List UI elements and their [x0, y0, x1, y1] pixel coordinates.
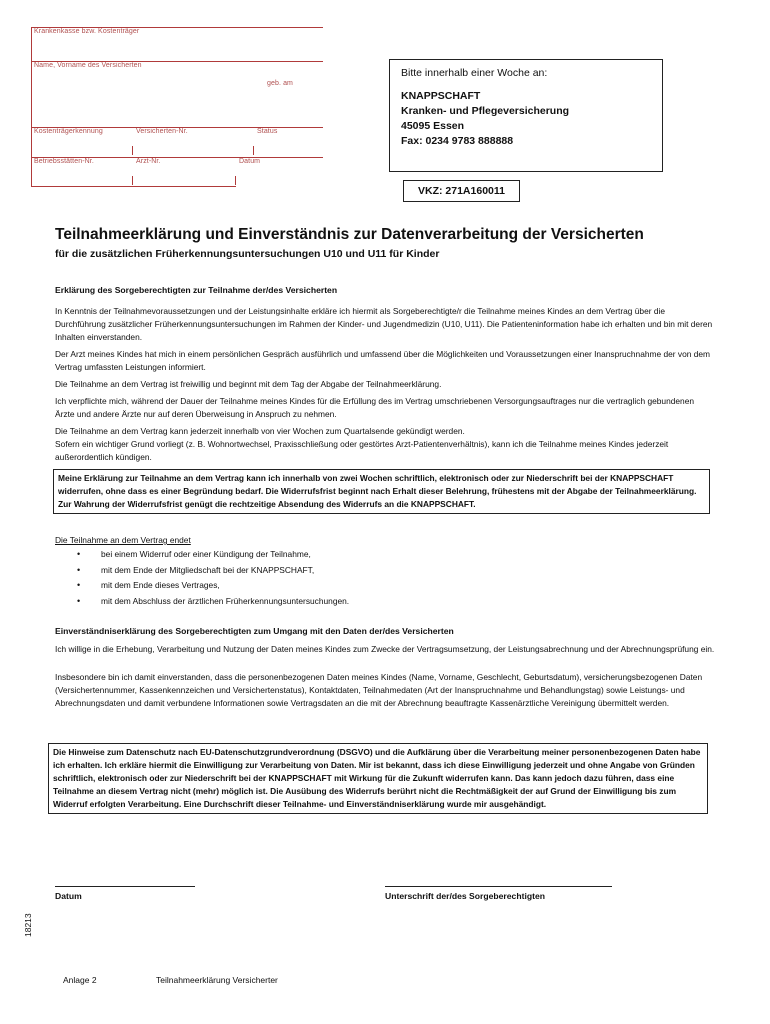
list-item: • mit dem Abschluss der ärztlichen Früherkennungsuntersuchungen. — [77, 594, 349, 610]
paragraph: Ich willige in die Erhebung, Verarbeitung und Nutzung der Daten meines Kindes zum Zwecke der Vertragsumsetzung, der Leistungsabrechnung und der Abrechnungsprüfung ein. — [55, 644, 715, 654]
name-label: Name, Vorname des Versicherten — [34, 62, 142, 69]
field-divider — [132, 146, 133, 155]
datum-label: Datum — [239, 158, 261, 165]
guardian-signature-line[interactable] — [385, 886, 612, 887]
address-box — [389, 59, 663, 172]
paragraph: Die Teilnahme an dem Vertrag ist freiwillig und beginnt mit dem Tag der Abgabe der Teilnahmeerklärung. — [55, 379, 442, 389]
date-label: Datum — [55, 891, 82, 901]
vkz-box: VKZ: 271A160011 — [403, 180, 520, 202]
address-line: 45095 Essen — [401, 120, 465, 132]
widerruf-notice-box: Meine Erklärung zur Teilnahme an dem Vertrag kann ich innerhalb von zwei Wochen schriftlich, elektronisch oder zur Niederschrift bei der KNAPPSCHAFT widerrufen, ohne dass es einer Begründung bedarf. Die Widerrufsfrist beginnt nach Erhalt dieser Belehrung, frühestens mit der Abgabe der Teilnahmeerklärung. Zur Wahrung der Widerrufsfrist genügt die rechtzeitige Absendung des Widerrufs an die KNAPPSCHAFT. — [53, 469, 710, 514]
address-line: KNAPPSCHAFT — [401, 90, 481, 102]
list-item: • mit dem Ende der Mitgliedschaft bei der KNAPPSCHAFT, — [77, 563, 349, 579]
document-subtitle: für die zusätzlichen Früherkennungsuntersuchungen U10 und U11 für Kinder — [55, 248, 440, 260]
betriebsstaetten-label: Betriebsstätten-Nr. — [34, 158, 94, 165]
footer-doc-name: Teilnahmeerklärung Versicherter — [156, 975, 278, 985]
paragraph: Insbesondere bin ich damit einverstanden, dass die personenbezogenen Daten meines Kindes (Name, Vorname, Geschlecht, Geburtsdatum), versicherungsbezogenen Daten (Versichertennummer, Kassenkennzeichen und Versichertenstatus), Kontaktdaten, Teilnahmedaten (Art der Inanspruchnahme und Behandlungstag) sowie Leistungs- und Abrechnungsdaten und damit verbundene Informationen sowie Vertragsdaten an die mit der Abrechnung beauftragte Kassenärztliche Vereinigung übermittelt werden. — [55, 672, 703, 708]
field-divider — [132, 176, 133, 185]
section-heading: Einverständniserklärung des Sorgeberechtigten zum Umgang mit den Daten der/des Versicherten — [55, 626, 454, 636]
side-form-number: 18213 — [23, 913, 33, 937]
paragraph: Sofern ein wichtiger Grund vorliegt (z. B. Wohnortwechsel, Praxisschließung oder gestörtes Arzt-Patientenverhältnis), kann ich die Teilnahme meines Kindes jederzeit außerordentlich kündigen. — [55, 439, 669, 462]
section-heading: Erklärung des Sorgeberechtigten zur Teilnahme der/des Versicherten — [55, 285, 338, 295]
list-item: • mit dem Ende dieses Vertrages, — [77, 578, 349, 594]
form-bottom-line — [31, 186, 236, 187]
geb-label: geb. am — [267, 80, 293, 87]
address-intro: Bitte innerhalb einer Woche an: — [401, 67, 548, 79]
paragraph: In Kenntnis der Teilnahmevoraussetzungen und der Leistungsinhalte erkläre ich hiermit als Sorgeberechtigte/r die Teilnahme meines Kindes an dem Vertrag über die Durchführung zusätzlicher Früherkennungsuntersuchungen im Rahmen der Kinder- und Jugendmedizin (U10, U11). Die Patienteninformation habe ich erhalten und bin mit deren Inhalten einverstanden. — [55, 306, 713, 342]
end-list — [77, 547, 349, 609]
address-line: Kranken- und Pflegeversicherung — [401, 105, 570, 117]
status-label: Status — [257, 128, 278, 135]
address-line: Fax: 0234 9783 888888 — [401, 135, 514, 147]
kasse-label: Krankenkasse bzw. Kostenträger — [34, 28, 140, 35]
footer-anlage: Anlage 2 — [63, 975, 97, 985]
versicherten-nr-label: Versicherten-Nr. — [136, 128, 188, 135]
document-title: Teilnahmeerklärung und Einverständnis zur Datenverarbeitung der Versicherten — [55, 226, 644, 243]
date-signature-line[interactable] — [55, 886, 195, 887]
end-heading: Die Teilnahme an dem Vertrag endet — [55, 535, 191, 545]
list-item: • bei einem Widerruf oder einer Kündigung der Teilnahme, — [77, 547, 349, 563]
datenschutz-notice-box: Die Hinweise zum Datenschutz nach EU-Datenschutzgrundverordnung (DSGVO) und die Aufklärung über die Verarbeitung meiner personenbezogenen Daten habe ich erhalten. Ich erkläre hiermit die Einwilligung zur Verarbeitung von Daten. Mir ist bekannt, dass ich diese Einwilligung jederzeit und ohne Angabe von Gründen schriftlich, elektronisch oder zur Niederschrift bei der KNAPPSCHAFT mit Wirkung für die Zukunft widerrufen kann. Das kann jedoch dazu führen, dass eine Teilnahme an diesem Vertrag nicht (mehr) möglich ist. Die Ausübung des Widerrufs berührt nicht die Rechtmäßigkeit der auf Grund der Einwilligung bis zum Widerruf erfolgten Verarbeitung. Eine Durchschrift dieser Teilnahme- und Einverständniserklärung wurde mir ausgehändigt. — [48, 743, 708, 814]
kostentraeger-label: Kostenträgerkennung — [34, 128, 103, 135]
insurance-header-form — [31, 27, 323, 187]
form-top-line — [31, 27, 323, 28]
field-divider — [235, 176, 236, 185]
paragraph: Der Arzt meines Kindes hat mich in einem persönlichen Gespräch ausführlich und umfassend über die Möglichkeiten und Voraussetzungen einer Inanspruchnahme der von dem Vertrag umfassten Leistungen informiert. — [55, 349, 711, 372]
paragraph: Ich verpflichte mich, während der Dauer der Teilnahme meines Kindes für die Erfüllung des im Vertrag umschriebenen Versorgungsauftrages nur die vertraglich gebundenen Ärzte und andere Ärzte nur auf deren Überweisung in Anspruch zu nehmen. — [55, 396, 695, 419]
arzt-nr-label: Arzt-Nr. — [136, 158, 161, 165]
signature-label: Unterschrift der/des Sorgeberechtigten — [385, 891, 545, 901]
field-divider — [253, 146, 254, 155]
paragraph: Die Teilnahme an dem Vertrag kann jederzeit innerhalb von vier Wochen zum Quartalsende gekündigt werden. — [55, 426, 465, 436]
form-left-line — [31, 27, 32, 187]
